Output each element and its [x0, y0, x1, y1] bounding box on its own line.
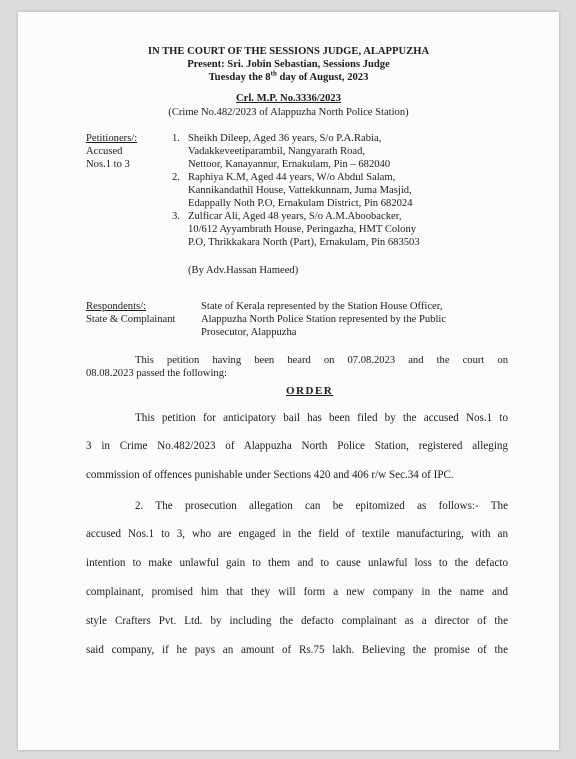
- judge-line: Present: Sri. Jobin Sebastian, Sessions Judge: [187, 59, 390, 70]
- case-number: Crl. M.P. No.3336/2023: [236, 93, 341, 104]
- paragraph-line: 2. The prosecution allegation can be epitomized as follows:- The: [135, 500, 508, 512]
- intro-line: This petition having been heard on 07.08.2023 and the court on: [135, 355, 508, 366]
- petitioner-3-line: 10/612 Ayyambrath House, Peringazha, HMT Colony: [188, 224, 417, 235]
- date-line: Tuesday the 8th day of August, 2023: [208, 69, 369, 83]
- petitioners-role-nos: Nos.1 to 3: [86, 159, 130, 170]
- petitioners-label: Petitioners/:: [86, 133, 138, 144]
- court-title: IN THE COURT OF THE SESSIONS JUDGE, ALAPPUZHA: [147, 46, 430, 57]
- petitioner-2-num: 2.: [172, 172, 180, 183]
- petitioner-1-num: 1.: [172, 133, 180, 144]
- paragraph-line: intention to make unlawful gain to them and to cause unlawful loss to the defacto: [86, 557, 508, 569]
- petitioner-1-line: Vadakkeveetiparambil, Nangyarath Road,: [188, 146, 366, 157]
- petitioner-2-line: Kannikandathil House, Vattekkunnam, Juma Masjid,: [188, 185, 412, 196]
- intro-line: 08.08.2023 passed the following:: [86, 368, 227, 379]
- respondent-line: State of Kerala represented by the Station House Officer,: [201, 301, 443, 312]
- respondent-line: Alappuzha North Police Station represented by the Public: [201, 314, 447, 325]
- petitioner-3-num: 3.: [172, 211, 180, 222]
- petitioner-1-line: Nettoor, Kanayannur, Ernakulam, Pin – 682040: [188, 159, 391, 170]
- respondent-line: Prosecutor, Alappuzha: [201, 327, 297, 338]
- paragraph-line: style Crafters Pvt. Ltd. by including the defacto complainant as a director of the: [86, 615, 508, 627]
- paragraph-line: accused Nos.1 to 3, who are engaged in the field of textile manufacturing, with an: [86, 528, 508, 540]
- paragraph-line: complainant, promised him that they will form a new company in the name and: [86, 586, 508, 598]
- respondents-label: Respondents/:: [86, 301, 147, 312]
- petitioners-role: Accused: [86, 146, 123, 157]
- petitioner-2-line: Raphiya K.M, Aged 44 years, W/o Abdul Salam,: [188, 172, 396, 183]
- crime-reference: (Crime No.482/2023 of Alappuzha North Police Station): [168, 107, 409, 118]
- paragraph-line: commission of offences punishable under Sections 420 and 406 r/w Sec.34 of IPC.: [86, 469, 454, 481]
- petitioner-1-line: Sheikh Dileep, Aged 36 years, S/o P.A.Rabia,: [188, 133, 382, 144]
- petitioner-3-line: P.O, Thrikkakara North (Part), Ernakulam, Pin 683503: [188, 237, 420, 248]
- document-page: [18, 12, 559, 750]
- advocate-line: (By Adv.Hassan Hameed): [188, 265, 299, 276]
- respondents-role: State & Complainant: [86, 314, 176, 325]
- paragraph-line: 3 in Crime No.482/2023 of Alappuzha North Police Station, registered alleging: [86, 440, 508, 452]
- petitioner-2-line: Edappally Noth P.O, Ernakulam District, Pin 682024: [188, 198, 413, 209]
- order-heading: ORDER: [286, 385, 334, 397]
- petitioner-3-line: Zulficar Ali, Aged 48 years, S/o A.M.Aboobacker,: [188, 211, 402, 222]
- paragraph-line: This petition for anticipatory bail has been filed by the accused Nos.1 to: [135, 412, 508, 424]
- paragraph-line: said company, if he pays an amount of Rs.75 lakh. Believing the promise of the: [86, 644, 508, 656]
